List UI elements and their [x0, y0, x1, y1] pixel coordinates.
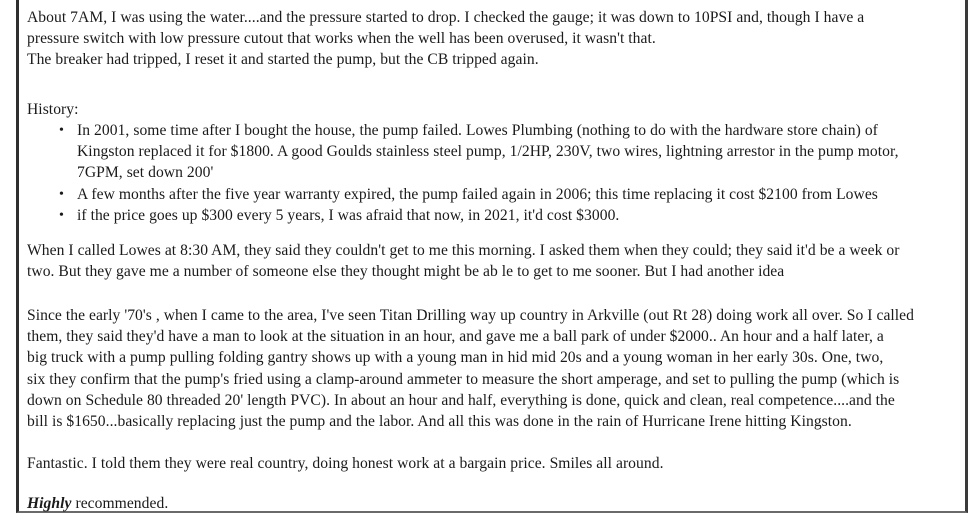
history-item-2: A few months after the five year warranty expired, the pump failed again in 2006; this time replacing it cost $2100 from Lowes [77, 186, 878, 203]
document-page [16, 0, 968, 513]
titan-line-1: Since the early '70's , when I came to the area, I've seen Titan Drilling way up country in Arkville (out Rt 28) doing work all over. So I called [27, 307, 914, 324]
call-lowes-line-2: two. But they gave me a number of someone else they thought might be ab le to get to me sooner. But I had another idea [27, 263, 785, 280]
history-item-1-line-1: In 2001, some time after I bought the house, the pump failed. Lowes Plumbing (nothing to do with the hardware store chain) of [77, 122, 878, 139]
intro-line-1: About 7AM, I was using the water....and the pressure started to drop. I checked the gauge; it was down to 10PSI and, though I have a [27, 9, 865, 26]
titan-line-5: down on Schedule 80 threaded 20' length PVC). In about an hour and half, everything is done, quick and clean, real competence....and the [27, 392, 895, 409]
fantastic-line: Fantastic. I told them they were real country, doing honest work at a bargain price. Smiles all around. [27, 455, 664, 472]
intro-line-2: pressure switch with low pressure cutout that works when the well has been overused, it wasn't that. [27, 30, 656, 47]
history-item-1-line-2: Kingston replaced it for $1800. A good Goulds stainless steel pump, 1/2HP, 230V, two wires, lightning arrestor in the pump motor, [77, 143, 899, 160]
bullet-icon: • [59, 208, 64, 223]
history-item-1-line-3: 7GPM, set down 200' [77, 164, 214, 181]
closing-rest: recommended. [71, 495, 169, 512]
bullet-icon: • [59, 123, 64, 138]
closing-line [27, 493, 168, 514]
closing-emphasis: Highly [27, 495, 72, 512]
titan-line-2: them, they said they'd have a man to look at the situation in an hour, and gave me a ball park of under $2000.. An hour and a half later, a [27, 328, 884, 345]
bullet-icon: • [59, 187, 64, 202]
history-heading: History: [27, 101, 79, 118]
intro-line-3: The breaker had tripped, I reset it and started the pump, but the CB tripped again. [27, 51, 539, 68]
titan-line-6: bill is $1650...basically replacing just the pump and the labor. And all this was done in the rain of Hurricane Irene hitting Kingston. [27, 413, 852, 430]
call-lowes-line-1: When I called Lowes at 8:30 AM, they said they couldn't get to me this morning. I asked them when they could; they said it'd be a week or [27, 242, 900, 259]
titan-line-4: six they confirm that the pump's fried using a clamp-around ammeter to measure the short amperage, and set to pulling the pump (which is [27, 371, 900, 388]
titan-line-3: big truck with a pump pulling folding gantry shows up with a young man in hid mid 20s and a young woman in her early 30s. One, two, [27, 349, 884, 366]
history-item-3: if the price goes up $300 every 5 years, I was afraid that now, in 2021, it'd cost $3000. [77, 207, 620, 224]
